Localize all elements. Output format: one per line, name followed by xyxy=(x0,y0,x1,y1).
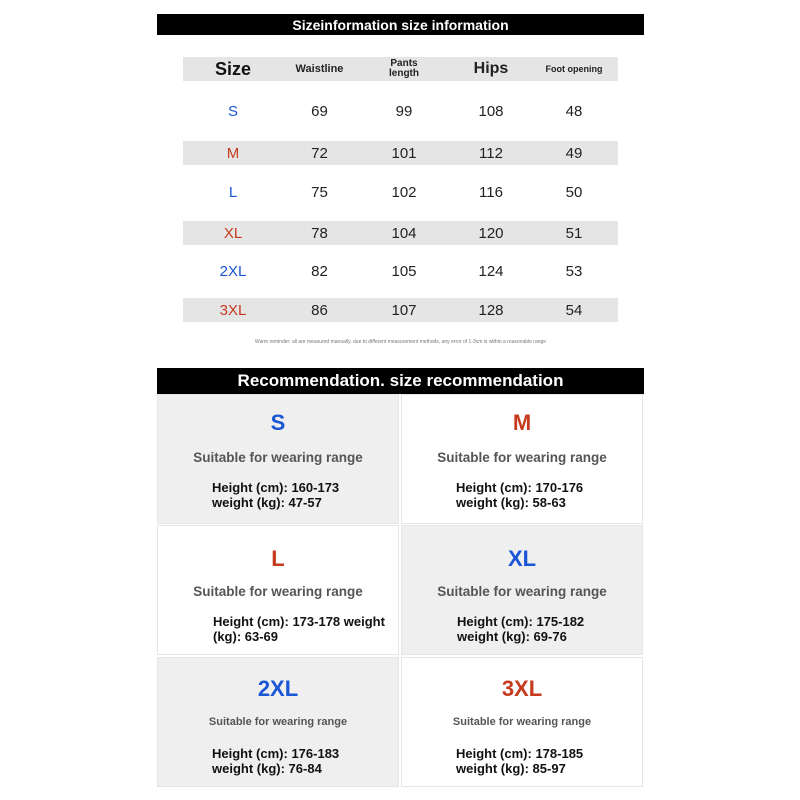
card-range-label: Suitable for wearing range xyxy=(437,450,607,465)
size-cell: XL xyxy=(223,224,243,242)
card-stats xyxy=(212,480,339,510)
size-cell: M xyxy=(226,144,240,162)
card-weight: weight (kg): 58-63 xyxy=(456,495,566,510)
card-range-label: Suitable for wearing range xyxy=(437,584,607,599)
card-weight: weight (kg): 85-97 xyxy=(456,761,566,776)
recommendation-card-2xl xyxy=(157,657,399,787)
card-size: 3XL xyxy=(501,676,543,701)
pants-length-cell: 102 xyxy=(391,183,417,201)
waistline-cell: 72 xyxy=(311,144,328,162)
card-stats xyxy=(457,614,584,644)
warm-reminder-note: Warm reminder: all are measured manually. due to different measurement methods, any error of 1-3cm is within a reasonable range xyxy=(254,339,547,345)
card-height: Height (cm): 170-176 xyxy=(456,480,584,495)
recommendation-card-s xyxy=(157,394,399,524)
size-cell: S xyxy=(227,102,238,120)
header-size: Size xyxy=(214,58,252,79)
card-range-label: Suitable for wearing range xyxy=(208,716,348,728)
recommendation-card-m xyxy=(401,394,643,524)
table-row xyxy=(183,141,618,165)
header-pants-length: Pants length xyxy=(389,58,419,79)
size-cell: 2XL xyxy=(219,262,247,280)
card-range-label: Suitable for wearing range xyxy=(193,450,363,465)
hips-cell: 112 xyxy=(479,144,503,162)
pants-length-cell: 101 xyxy=(391,144,417,162)
hips-cell: 116 xyxy=(479,183,503,201)
waistline-cell: 69 xyxy=(311,102,328,120)
recommendation-title: Recommendation. size recommendation xyxy=(157,368,644,394)
hips-cell: 124 xyxy=(478,262,504,280)
card-weight: (kg): 63-69 xyxy=(213,629,279,644)
card-size: XL xyxy=(507,546,537,571)
hips-cell: 108 xyxy=(478,102,504,120)
header-waistline: Waistline xyxy=(295,63,344,75)
card-height: Height (cm): 175-182 xyxy=(457,614,585,629)
card-range-label: Suitable for wearing range xyxy=(193,584,363,599)
pants-length-cell: 104 xyxy=(391,224,417,242)
recommendation-card-xl xyxy=(401,525,643,655)
size-cell: 3XL xyxy=(219,301,247,319)
foot-opening-cell: 50 xyxy=(565,183,583,201)
card-stats xyxy=(456,746,583,776)
card-height: Height (cm): 173-178 weight xyxy=(213,614,385,629)
pants-length-cell: 107 xyxy=(391,301,417,319)
table-row xyxy=(183,221,618,245)
foot-opening-cell: 51 xyxy=(565,224,583,242)
card-range-label: Suitable for wearing range xyxy=(452,716,592,728)
card-size: M xyxy=(512,410,532,435)
waistline-cell: 82 xyxy=(311,262,328,280)
size-cell: L xyxy=(228,183,238,201)
foot-opening-cell: 53 xyxy=(565,262,583,280)
recommendation-card-3xl xyxy=(401,657,643,787)
card-weight: weight (kg): 69-76 xyxy=(457,629,567,644)
foot-opening-cell: 49 xyxy=(565,144,583,162)
card-size: 2XL xyxy=(257,676,299,701)
card-size: S xyxy=(270,410,286,435)
pants-length-cell: 105 xyxy=(391,262,417,280)
header-foot-opening: Foot opening xyxy=(545,64,603,74)
card-stats xyxy=(213,614,385,644)
table-header xyxy=(183,57,618,81)
table-row xyxy=(183,259,618,283)
hips-cell: 120 xyxy=(478,224,504,242)
size-info-title: Sizeinformation size information xyxy=(157,14,644,35)
card-weight: weight (kg): 76-84 xyxy=(212,761,322,776)
header-hips: Hips xyxy=(473,60,509,77)
card-height: Height (cm): 160-173 xyxy=(212,480,340,495)
waistline-cell: 86 xyxy=(311,301,328,319)
card-height: Height (cm): 178-185 xyxy=(456,746,584,761)
card-size: L xyxy=(271,546,285,571)
pants-length-cell: 99 xyxy=(395,102,413,120)
card-stats xyxy=(456,480,583,510)
card-stats xyxy=(212,746,339,776)
table-row xyxy=(183,99,618,123)
waistline-cell: 78 xyxy=(311,224,328,242)
recommendation-card-l xyxy=(157,525,399,655)
table-row xyxy=(183,298,618,322)
hips-cell: 128 xyxy=(478,301,504,319)
card-height: Height (cm): 176-183 xyxy=(212,746,340,761)
card-weight: weight (kg): 47-57 xyxy=(212,495,322,510)
table-row xyxy=(183,180,618,204)
foot-opening-cell: 48 xyxy=(565,102,583,120)
waistline-cell: 75 xyxy=(311,183,328,201)
foot-opening-cell: 54 xyxy=(565,301,583,319)
